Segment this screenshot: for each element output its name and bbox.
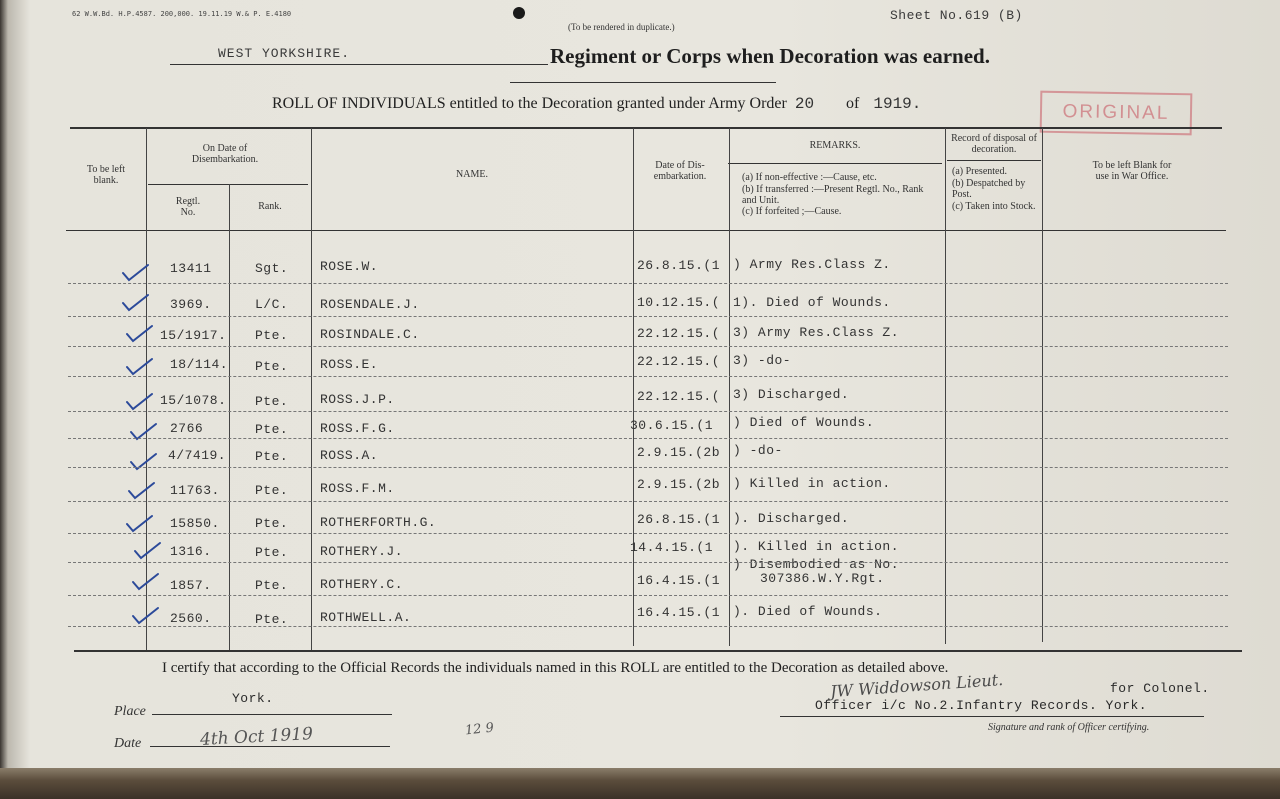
col-divider-4 <box>633 128 634 646</box>
regiment-underline <box>170 64 548 65</box>
rank: Pte. <box>255 394 289 409</box>
disembark-date: 14.4.15.(1 <box>630 540 714 555</box>
rank: Pte. <box>255 516 289 531</box>
remark: ). Died of Wounds. <box>733 604 883 619</box>
remark: 3) Army Res.Class Z. <box>733 325 900 340</box>
row-guide <box>68 283 1228 284</box>
check-mark-icon <box>132 541 162 561</box>
regtl-number: 13411 <box>170 261 212 276</box>
row-guide <box>68 595 1228 596</box>
check-mark-icon <box>126 481 156 501</box>
col-divider-5 <box>729 128 730 646</box>
check-mark-icon <box>120 263 150 283</box>
rank: Pte. <box>255 449 289 464</box>
check-mark-icon <box>128 452 158 472</box>
regtl-number: 11763. <box>170 483 220 498</box>
check-mark-icon <box>128 422 158 442</box>
col-header-disembark: On Date of Disembarkation. <box>191 143 259 165</box>
remark-continued: 307386.W.Y.Rgt. <box>760 571 885 586</box>
officer-designation: Officer i/c No.2.Infantry Records. York. <box>815 698 1148 713</box>
name: ROSS.F.M. <box>320 481 395 496</box>
disembark-date: 10.12.15.( <box>637 295 721 310</box>
name: ROSINDALE.C. <box>320 327 420 342</box>
remark: ). Killed in action. <box>733 539 900 554</box>
col-header-name: NAME. <box>456 169 488 180</box>
remark: 3) -do- <box>733 353 792 368</box>
duplicate-note: (To be rendered in duplicate.) <box>568 22 675 32</box>
disembark-subrule <box>148 184 308 185</box>
date-label: Date <box>114 736 142 751</box>
date-line <box>150 746 390 747</box>
remark: ) Died of Wounds. <box>733 415 875 430</box>
regtl-number: 2560. <box>170 611 212 626</box>
regtl-number: 1857. <box>170 578 212 593</box>
rank: Pte. <box>255 545 289 560</box>
col-header-remarks: REMARKS. <box>809 140 861 151</box>
disembark-date: 16.4.15.(1 <box>637 605 721 620</box>
col-divider-2 <box>229 184 230 650</box>
disembark-date: 26.8.15.(1 <box>637 512 721 527</box>
binding-hole <box>513 7 525 19</box>
rank: Pte. <box>255 578 289 593</box>
regtl-number: 15/1917. <box>160 328 227 343</box>
regtl-number: 3969. <box>170 297 212 312</box>
check-mark-icon <box>124 392 154 412</box>
roll-prefix: ROLL OF INDIVIDUALS entitled to the Decoration granted under Army Order <box>272 95 787 112</box>
name: ROSS.F.G. <box>320 421 395 436</box>
name: ROSS.J.P. <box>320 392 395 407</box>
remark: ) Disembodied as No. <box>733 557 900 572</box>
disposal-option-b: (b) Despatched by Post. <box>952 178 1026 200</box>
disembark-date: 22.12.15.( <box>637 326 721 341</box>
check-mark-icon <box>124 357 154 377</box>
name: ROSS.A. <box>320 448 379 463</box>
row-guide <box>68 626 1228 627</box>
disposal-option-a: (a) Presented. <box>952 166 1007 177</box>
remarks-subrule <box>728 163 942 164</box>
for-colonel: for Colonel. <box>1110 681 1210 696</box>
ledger-edge <box>0 768 1280 799</box>
col-divider-7 <box>1042 128 1043 642</box>
col-header-date: Date of Dis- embarkation. <box>653 160 707 182</box>
remark: 1). Died of Wounds. <box>733 295 891 310</box>
table-header-rule <box>66 230 1226 231</box>
col-header-blank: To be left blank. <box>86 164 126 186</box>
name: ROTHERY.C. <box>320 577 404 592</box>
remarks-option-b: (b) If transferred :—Present Regtl. No., Rank and Unit. <box>742 184 924 206</box>
disposal-option-c: (c) Taken into Stock. <box>952 201 1036 212</box>
check-mark-icon <box>130 572 160 592</box>
rank: Pte. <box>255 422 289 437</box>
remark: ) Army Res.Class Z. <box>733 257 891 272</box>
disembark-date: 30.6.15.(1 <box>630 418 714 433</box>
col-header-disposal: Record of disposal of decoration. <box>951 133 1037 155</box>
name: ROTHERFORTH.G. <box>320 515 437 530</box>
remark: ). Discharged. <box>733 511 850 526</box>
place-label: Place <box>114 704 146 719</box>
rank: Pte. <box>255 612 289 627</box>
disembark-date: 2.9.15.(2b <box>637 477 721 492</box>
army-order-number: 20 <box>794 95 815 113</box>
regtl-number: 15850. <box>170 516 220 531</box>
name: ROTHWELL.A. <box>320 610 412 625</box>
disposal-subrule <box>947 160 1041 161</box>
remarks-option-a: (a) If non-effective :—Cause, etc. <box>742 172 877 183</box>
sheet-number: Sheet No.619 (B) <box>890 8 1023 23</box>
name: ROSENDALE.J. <box>320 297 420 312</box>
signature-caption: Signature and rank of Officer certifying. <box>988 722 1150 733</box>
roll-of: of <box>846 95 860 112</box>
row-guide <box>68 438 1228 439</box>
rank: Pte. <box>255 359 289 374</box>
check-mark-icon <box>124 324 154 344</box>
original-stamp: ORIGINAL <box>1040 91 1193 136</box>
name: ROSS.E. <box>320 357 379 372</box>
regtl-number: 2766 <box>170 421 204 436</box>
rank: Pte. <box>255 328 289 343</box>
remark: ) Killed in action. <box>733 476 891 491</box>
remarks-option-c: (c) If forfeited ;—Cause. <box>742 206 842 217</box>
disembark-date: 22.12.15.( <box>637 354 721 369</box>
row-guide <box>68 562 1228 563</box>
place-line <box>152 714 392 715</box>
regiment-caption: Regiment or Corps when Decoration was earned. <box>550 44 990 68</box>
roll-year: 1919. <box>873 95 922 113</box>
place-value: York. <box>232 691 274 706</box>
col-divider-6 <box>945 128 946 644</box>
certification-statement: I certify that according to the Official Records the individuals named in this ROLL are entitled to the Decoration as detailed above. <box>162 660 949 676</box>
rank: Sgt. <box>255 261 289 276</box>
row-guide <box>68 533 1228 534</box>
regtl-number: 1316. <box>170 544 212 559</box>
table-top-rule <box>70 127 1222 129</box>
rank: Pte. <box>255 483 289 498</box>
row-guide <box>68 501 1228 502</box>
row-guide <box>68 411 1228 412</box>
col-header-rank: Rank. <box>258 201 282 212</box>
handwritten-signature: JW Widdowson Lieut. <box>829 669 1004 702</box>
regiment-typed: WEST YORKSHIRE. <box>218 46 351 61</box>
name: ROTHERY.J. <box>320 544 404 559</box>
row-guide <box>68 467 1228 468</box>
name: ROSE.W. <box>320 259 379 274</box>
remark: 3) Discharged. <box>733 387 850 402</box>
print-code: 62 W.W.Bd. H.P.4587. 200,000. 19.11.19 W.& P. E.4180 <box>72 10 292 18</box>
disembark-date: 26.8.15.(1 <box>637 258 721 273</box>
check-mark-icon <box>120 293 150 313</box>
disembark-date: 22.12.15.( <box>637 389 721 404</box>
date-value: 4th Oct 1919 <box>199 724 314 750</box>
roll-title <box>272 95 921 113</box>
rank: L/C. <box>255 297 289 312</box>
disembark-date: 2.9.15.(2b <box>637 445 721 460</box>
regtl-number: 15/1078. <box>160 393 227 408</box>
col-header-war-office: To be left Blank for use in War Office. <box>1092 160 1172 182</box>
col-header-regtl-no: Regtl. No. <box>175 196 201 218</box>
regtl-number: 18/114. <box>170 357 229 372</box>
margin-note: 12 9 <box>464 720 495 739</box>
row-guide <box>68 316 1228 317</box>
remark: ) -do- <box>733 443 783 458</box>
caption-rule <box>510 82 776 83</box>
check-mark-icon <box>124 514 154 534</box>
disembark-date: 16.4.15.(1 <box>637 573 721 588</box>
row-guide <box>68 346 1228 347</box>
table-bottom-rule <box>74 650 1242 652</box>
col-divider-3 <box>311 128 312 650</box>
check-mark-icon <box>130 606 160 626</box>
regtl-number: 4/7419. <box>168 448 227 463</box>
row-guide <box>68 376 1228 377</box>
signature-line <box>780 716 1204 717</box>
